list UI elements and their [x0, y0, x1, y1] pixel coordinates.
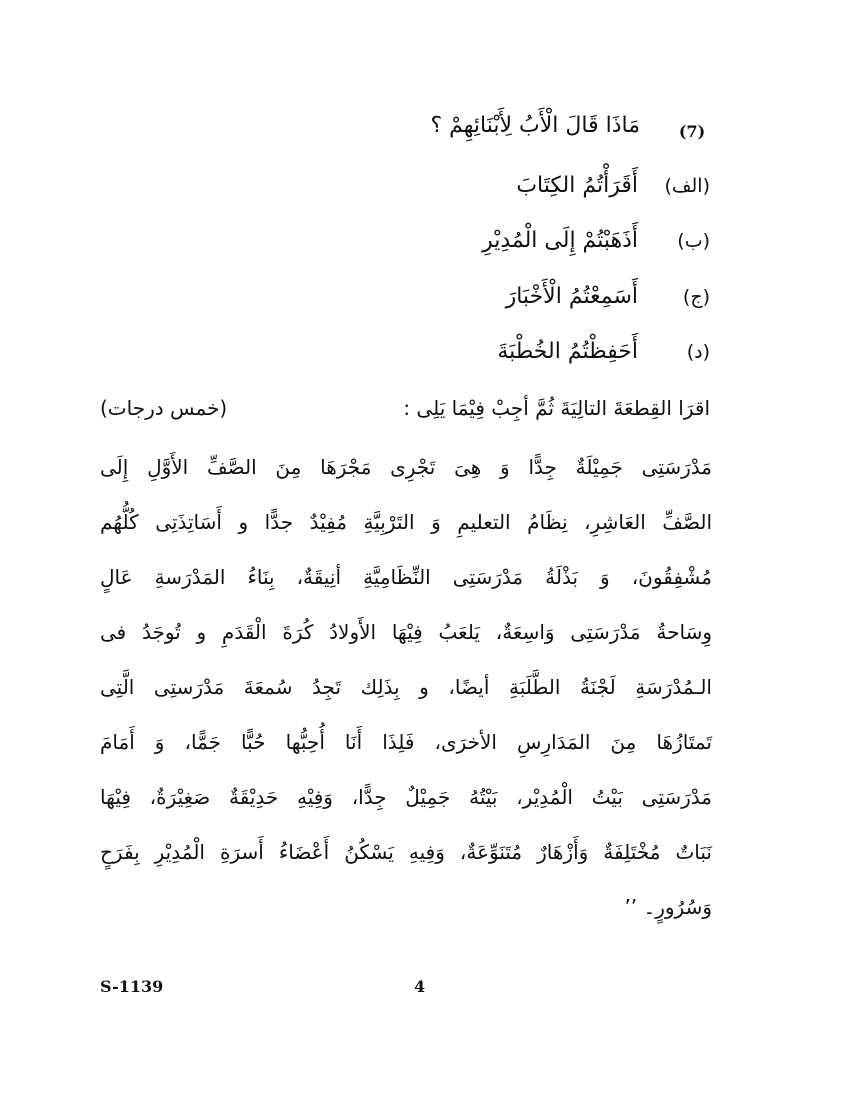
- passage-instruction: اقرَا القِطعَةَ التالِيَةَ ثُمَّ أجِبْ فِيْمَا يَلِى :: [403, 396, 710, 420]
- passage-line: مَدْرَسَتِى بَيْتُ الْمُدِيْر، بَيْتُهُ جَمِيْلٌ جِدًّا، وَفِيْهِ حَدِيْقَةٌ صَغِيْرَةٌ، فِيْهَا: [100, 785, 712, 809]
- option-text: أَحَفِظْتُمُ الخُطْبَةَ: [497, 339, 638, 364]
- option-ba: [482, 228, 710, 253]
- passage-line: وَسُرُورٍ۔ ’’: [624, 895, 712, 919]
- reading-passage: [100, 440, 712, 935]
- option-label: (الف): [664, 175, 710, 197]
- passage-line: نَبَاتٌ مُخْتَلِفَةٌ وَأَزْهَارٌ مُتَنَوِّعَةٌ، وَفِيهِ يَسْكُنُ أَعْضَاءُ أَسرَةِ الْمُدِيْرِ بِفَرَحٍ: [100, 840, 712, 864]
- passage-line: الصَّفِّ العَاشِرِ، نِظَامُ التعليمِ وَ التَرْبِيَّةِ مُفِيْدٌ جدًّا و أَسَاتِذَتِى كُلُّهُم: [100, 510, 712, 534]
- option-dal: [497, 339, 710, 364]
- passage-line: مَدْرَسَتِى جَمِيْلَةٌ جِدًّا وَ هِىَ تَجْرِى مَجْرَهَا مِنَ الصَّفِّ الأَوَّلِ إِلَى: [100, 455, 712, 479]
- page-number: 4: [414, 977, 426, 996]
- marks-label: (خمس درجات): [100, 396, 228, 420]
- passage-line: تَمتَازُهَا مِنَ المَدَارِسِ الأخرَى، فَلِذَا أَنَا أُحِبُّها حُبًّا جَمًّا، وَ أَمَامَ: [100, 730, 712, 754]
- option-text: أَذَهَبْتُمْ إِلَى الْمُدِيْرِ: [482, 228, 638, 253]
- option-label: (ج): [682, 286, 710, 308]
- question-text: مَاذَا قَالَ الْأَبُ لِأَبْنَائِهِمْ ؟: [430, 113, 640, 138]
- passage-line: الـمُدْرَسَةِ لَجْنَةُ الطَّلَبَةِ أيضًا، و بِذَلِك تَجِدُ سُمعَةَ مَدْرَستِى الَّتِى: [100, 675, 712, 699]
- passage-line: وِسَاحةُ مَدْرَسَتِى وَاسِعَةٌ، يَلعَبُ فِيْهَا الأَولادُ كُرَةَ الْقَدَمِ و تُوجَدُ فى: [100, 620, 712, 644]
- passage-line: مُشْفِقُونَ، وَ بَذْلَةُ مَدْرَسَتِى النِّظَامِيَّةِ أنِيقَةٌ، بِنَاءُ المَدْرَسةِ عَالٍ: [100, 565, 712, 589]
- paper-code: S-1139: [100, 977, 164, 996]
- option-text: أَسَمِعْتُمُ الْأَخْبَارَ: [505, 284, 638, 309]
- option-label: (ب): [677, 230, 710, 252]
- question-number: (7): [678, 122, 706, 141]
- option-label: (د): [686, 341, 710, 363]
- option-alif: [516, 173, 710, 198]
- option-text: أَقَرَأْتُمُ الكِتَابَ: [516, 173, 638, 198]
- option-jim: [506, 284, 710, 309]
